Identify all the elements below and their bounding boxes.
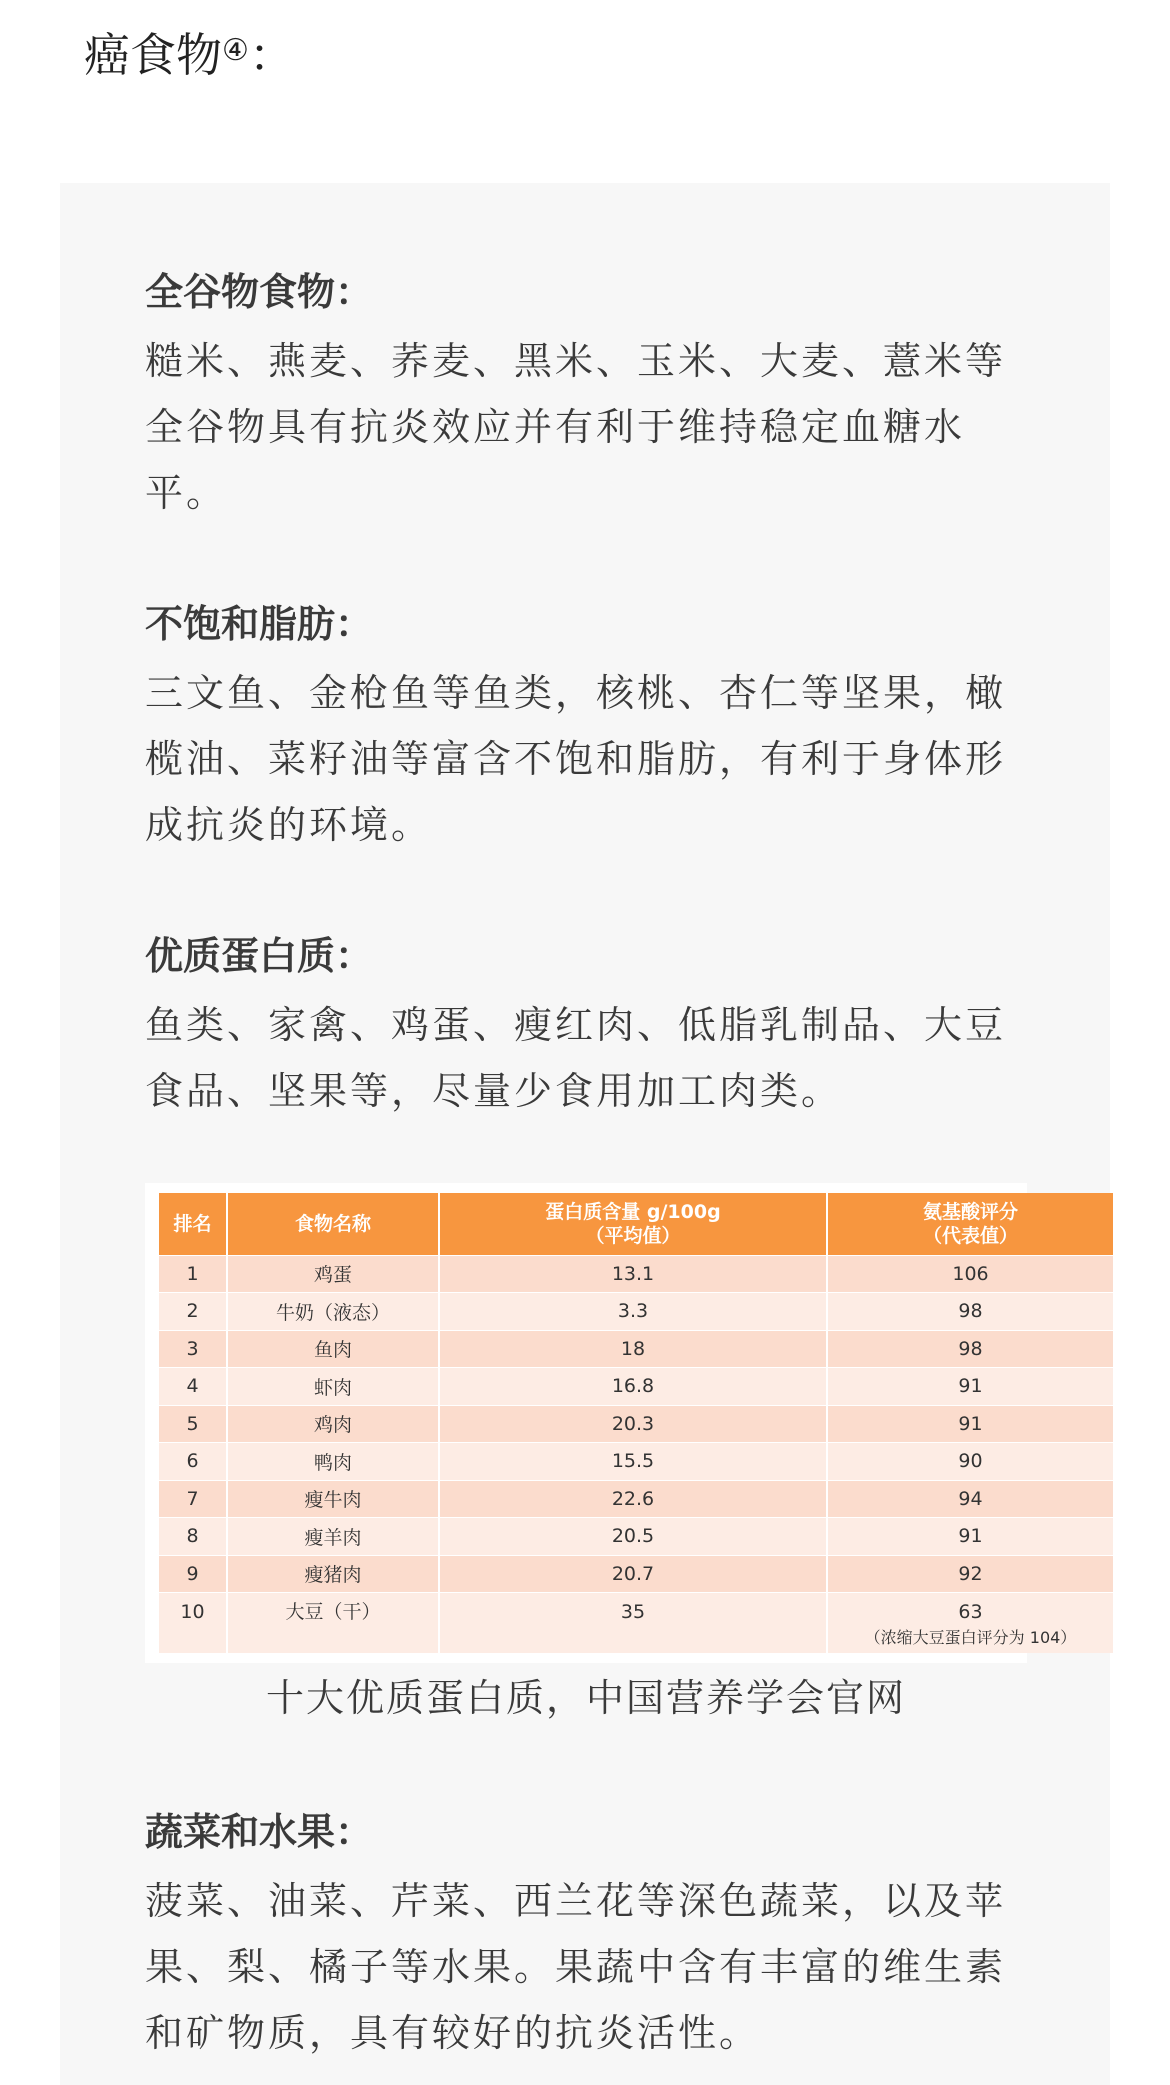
cell-rank-value: 9: [186, 1562, 199, 1585]
cell-rank-value: 6: [186, 1450, 199, 1473]
cell-amino-score: [827, 1330, 1113, 1368]
cell-rank-value: 10: [180, 1601, 205, 1623]
table-row: [159, 1405, 1113, 1443]
cell-rank-value: 3: [186, 1337, 199, 1360]
cell-food-name: [227, 1480, 439, 1518]
cell-food-name-value: 瘦猪肉: [304, 1564, 362, 1587]
cell-food-name-value: 鸭肉: [313, 1451, 352, 1474]
score-note: （浓缩大豆蛋白评分为 104）: [864, 1628, 1077, 1647]
cell-food-name-value: 鱼肉: [313, 1339, 352, 1362]
cell-food-name: [227, 1555, 439, 1593]
cell-rank: [159, 1293, 227, 1331]
cell-protein-value: 20.5: [611, 1525, 655, 1548]
cell-food-name: [227, 1593, 439, 1653]
header-amino-score: [827, 1193, 1113, 1255]
cell-food-name-value: 大豆（干）: [285, 1601, 381, 1623]
section-heading: 蔬菜和水果：: [145, 1810, 374, 1854]
cell-food-name-value: 鸡肉: [313, 1414, 352, 1437]
cell-amino-score-value: 98: [958, 1300, 983, 1323]
cell-rank-value: 2: [186, 1300, 199, 1323]
header-protein-line1: 蛋白质含量 g/100g: [545, 1200, 721, 1223]
section-body: 糙米、燕麦、荞麦、黑米、玉米、大麦、薏米等全谷物具有抗炎效应并有利于维持稳定血糖水平。: [145, 339, 1007, 515]
cell-rank: [159, 1330, 227, 1368]
cell-protein: [439, 1518, 827, 1556]
page-title: [84, 20, 295, 90]
protein-table: [159, 1193, 1113, 1653]
section-quality-protein: [145, 929, 1025, 1124]
cell-protein: [439, 1593, 827, 1653]
table-row: [159, 1518, 1113, 1556]
cell-food-name-value: 瘦牛肉: [304, 1489, 362, 1512]
cell-protein-value: 20.7: [611, 1562, 655, 1585]
section-body: 鱼类、家禽、鸡蛋、瘦红肉、低脂乳制品、大豆食品、坚果等，尽量少食用加工肉类。: [145, 1003, 1007, 1113]
cell-amino-score: [827, 1593, 1113, 1653]
cell-rank: [159, 1593, 227, 1653]
cell-rank: [159, 1368, 227, 1406]
cell-amino-score: [827, 1293, 1113, 1331]
section-heading: 优质蛋白质：: [145, 934, 374, 978]
header-food-name: 食物名称: [227, 1193, 439, 1255]
cell-rank-value: 7: [186, 1487, 199, 1510]
cell-amino-score-value: 91: [958, 1375, 983, 1398]
cell-protein: [439, 1330, 827, 1368]
footnote-marker[interactable]: ④: [222, 33, 249, 68]
cell-amino-score: [827, 1480, 1113, 1518]
table-row: [159, 1293, 1113, 1331]
table-header-row: [159, 1193, 1113, 1255]
cell-rank: [159, 1405, 227, 1443]
section-vegetables-fruits: [145, 1805, 1025, 2066]
cell-food-name: [227, 1368, 439, 1406]
cell-protein: [439, 1255, 827, 1293]
cell-rank: [159, 1480, 227, 1518]
cell-amino-score-value: 94: [958, 1487, 983, 1510]
cell-food-name-value: 瘦羊肉: [304, 1526, 362, 1549]
cell-amino-score: [827, 1443, 1113, 1481]
cell-rank-value: 5: [186, 1412, 199, 1435]
table-row: [159, 1330, 1113, 1368]
table-row: [159, 1443, 1113, 1481]
cell-protein: [439, 1555, 827, 1593]
cell-amino-score: [827, 1405, 1113, 1443]
section-body: 三文鱼、金枪鱼等鱼类，核桃、杏仁等坚果，橄榄油、菜籽油等富含不饱和脂肪，有利于身体形成抗炎的环境。: [145, 671, 1007, 847]
cell-protein-value: 3.3: [617, 1300, 649, 1323]
cell-rank: [159, 1555, 227, 1593]
cell-rank-value: 1: [186, 1262, 199, 1285]
cell-protein-value: 22.6: [611, 1487, 655, 1510]
table-caption: 十大优质蛋白质，中国营养学会官网: [265, 1676, 906, 1720]
cell-protein-value: 18: [620, 1337, 646, 1360]
cell-protein: [439, 1293, 827, 1331]
cell-amino-score-value: 91: [958, 1412, 983, 1435]
cell-amino-score: [827, 1555, 1113, 1593]
cell-food-name-value: 鸡蛋: [313, 1264, 352, 1287]
protein-table-image: [145, 1183, 1077, 1663]
cell-protein: [439, 1368, 827, 1406]
cell-protein-value: 20.3: [611, 1412, 655, 1435]
cell-rank-value: 4: [186, 1375, 199, 1398]
title-text: 癌食物: [84, 28, 222, 82]
section-body: 菠菜、油菜、芹菜、西兰花等深色蔬菜，以及苹果、梨、橘子等水果。果蔬中含有丰富的维生素和矿物质，具有较好的抗炎活性。: [145, 1879, 1007, 2055]
section-unsaturated-fats: [145, 597, 1025, 858]
cell-rank: [159, 1443, 227, 1481]
cell-protein-value: 13.1: [611, 1262, 655, 1285]
cell-protein: [439, 1480, 827, 1518]
title-suffix: ：: [248, 28, 295, 82]
cell-food-name: [227, 1330, 439, 1368]
cell-food-name: [227, 1293, 439, 1331]
cell-protein: [439, 1443, 827, 1481]
table-row: [159, 1593, 1113, 1653]
header-protein: [439, 1193, 827, 1255]
table-row: [159, 1480, 1113, 1518]
cell-rank: [159, 1518, 227, 1556]
cell-food-name: [227, 1518, 439, 1556]
cell-food-name: [227, 1443, 439, 1481]
cell-amino-score-value: 106: [952, 1262, 989, 1285]
cell-food-name: [227, 1405, 439, 1443]
header-score-line2: （代表值）: [922, 1224, 1018, 1247]
section-heading: 全谷物食物：: [145, 270, 374, 314]
cell-amino-score-value: 98: [958, 1337, 983, 1360]
cell-amino-score-value: 90: [958, 1450, 983, 1473]
cell-rank-value: 8: [186, 1525, 199, 1548]
header-rank: 排名: [159, 1193, 227, 1255]
table-row: [159, 1255, 1113, 1293]
cell-amino-score-value: 63: [958, 1601, 983, 1623]
cell-food-name-value: 牛奶（液态）: [275, 1301, 390, 1324]
cell-amino-score-value: 91: [958, 1525, 983, 1548]
cell-protein: [439, 1405, 827, 1443]
cell-protein-value: 15.5: [611, 1450, 655, 1473]
section-heading: 不饱和脂肪：: [145, 602, 374, 646]
header-protein-line2: （平均值）: [585, 1224, 681, 1247]
cell-amino-score-value: 92: [958, 1562, 983, 1585]
cell-amino-score: [827, 1255, 1113, 1293]
header-score-line1: 氨基酸评分: [922, 1200, 1018, 1223]
cell-rank: [159, 1255, 227, 1293]
cell-food-name: [227, 1255, 439, 1293]
cell-protein-value: 35: [620, 1601, 646, 1623]
cell-amino-score: [827, 1518, 1113, 1556]
cell-protein-value: 16.8: [611, 1375, 655, 1398]
section-whole-grains: [145, 265, 1025, 526]
cell-amino-score: [827, 1368, 1113, 1406]
cell-food-name-value: 虾肉: [313, 1376, 352, 1399]
table-row: [159, 1368, 1113, 1406]
table-row: [159, 1555, 1113, 1593]
